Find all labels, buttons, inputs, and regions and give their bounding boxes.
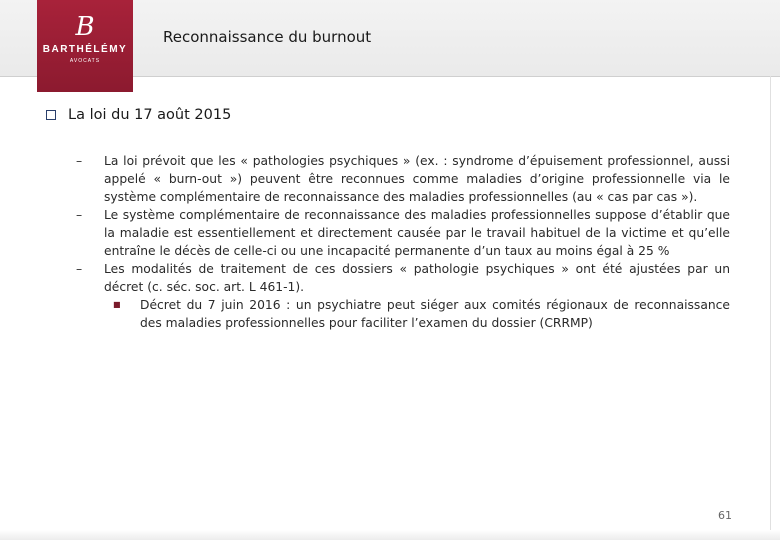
checkbox-icon	[46, 110, 56, 120]
sub-list-item	[104, 296, 730, 332]
dash-bullet: –	[76, 154, 83, 168]
dash-bullet: –	[76, 208, 83, 222]
square-bullet-icon: ■	[113, 300, 121, 309]
section-heading	[46, 107, 231, 123]
list-item	[76, 152, 730, 206]
list-item	[76, 206, 730, 260]
logo-mark: B	[75, 12, 95, 42]
logo	[37, 0, 133, 92]
content-body	[76, 152, 730, 332]
logo-subtitle: AVOCATS	[69, 58, 101, 64]
dash-bullet: –	[76, 262, 83, 276]
page-number: 61	[718, 509, 732, 522]
list-item	[76, 260, 730, 296]
sub-list-item-text: Décret du 7 juin 2016 : un psychiatre peut siéger aux comités régionaux de reconnaissance des maladies professionnelles pour faciliter l’examen du dossier (CRRMP)	[140, 298, 730, 330]
logo-name: BARTHÉLÉMY	[42, 44, 128, 55]
section-heading-text: La loi du 17 août 2015	[68, 107, 232, 123]
bottom-shadow	[0, 530, 780, 540]
list-item-text: Le système complémentaire de reconnaissance des maladies professionnelles suppose d’établir que la maladie est essentiellement et directement causée par le travail habituel de la victime et qu’elle entraîne le décès de celle-ci ou une incapacité permanente d’un taux au moins égal à 25 %	[104, 208, 730, 258]
list-item-text: Les modalités de traitement de ces dossiers « pathologie psychiques » ont été ajustées par un décret (c. séc. soc. art. L 461-1).	[104, 262, 730, 294]
right-border	[770, 76, 771, 540]
list-item-text: La loi prévoit que les « pathologies psychiques » (ex. : syndrome d’épuisement professionnel, aussi appelé « burn-out ») peuvent être reconnues comme maladies d’origine professionnelle via le système complémentaire de reconnaissance des maladies professionnelles (au « cas par cas »).	[104, 154, 730, 204]
page-title: Reconnaissance du burnout	[163, 28, 372, 46]
